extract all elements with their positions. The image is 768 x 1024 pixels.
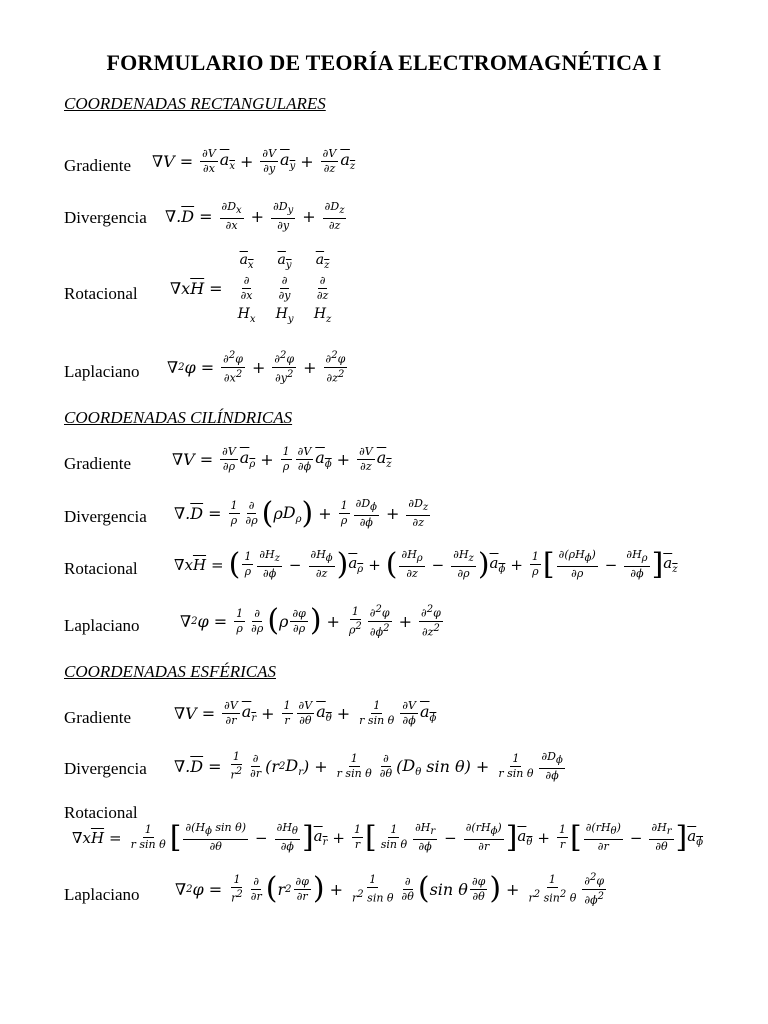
label-divergencia-rect: Divergencia: [64, 208, 147, 227]
section-esfericas: COORDENADAS ESFÉRICAS: [64, 662, 276, 681]
page-title: FORMULARIO DE TEORÍA ELECTROMAGNÉTICA I: [106, 50, 662, 75]
label-rotacional-rect: Rotacional: [64, 284, 138, 303]
label-divergencia-cyl: Divergencia: [64, 507, 147, 526]
formula-gradiente-rect: ∇ V = $\frac{\partial V}{\partial x}$ $a_x$ + $\frac{\partial V}{\partial y}$ $a_y$ + $\frac{\partial V}{\partial z}$ $a_z$: [152, 147, 356, 175]
formula-divergencia-sph: ∇. $\overline{D}$ = $\frac{1}{r^2}$ ∂ ∂r ( r 2 $D_r$ ) + $\frac{1}{\text{r sin θ}}$ ∂ ∂θ ( $D_\theta$ sin θ) + $\frac{1}{\text{r sin θ}}$ $\partial D_\phi$ ∂ϕ: [174, 750, 563, 783]
label-laplaciano-cyl: Laplaciano: [64, 616, 140, 635]
label-rotacional-cyl: Rotacional: [64, 559, 138, 578]
label-divergencia-sph: Divergencia: [64, 759, 147, 778]
formula-gradiente-cyl: ∇ V = $\frac{\partial V}{\partial\rho}$ $a_\rho$ + $\frac{1}{\rho}$ ∂V ∂ϕ $a_\phi$ + $\frac{\partial V}{\partial z}$ $a_z$: [172, 445, 392, 473]
section-cilindricas: COORDENADAS CILÍNDRICAS: [64, 408, 293, 427]
label-gradiente-rect: Gradiente: [64, 156, 132, 175]
label-laplaciano-rect: Laplaciano: [64, 362, 140, 381]
formula-laplaciano-rect: ∇ 2 φ = $\frac{\partial^2\varphi}{\partial x^2}$ + $\frac{\partial^2\varphi}{\partial y^2}$ + $\frac{\partial^2\varphi}{\partial z^2}$: [167, 350, 346, 385]
formula-rotacional-sph: ∇ x $\overline{H}$ = $\frac{1}{\text{r sin θ}}$ [ $\partial(H_\phi$ sin θ) ∂θ − $\frac{\partial H_\theta}{\partial\phi}$ ] $a_r$ + $\frac{1}{r}$ [ 1 sin θ $\partial H_r$ ∂ϕ − $\partial(rH_\phi)$ ∂r ] $a_\theta$ + $\frac{1}{r}$ [ $\partial(rH_\theta)$ ∂r − $\frac{\partial H_r}{\partial\theta}$ ] $a_\phi$: [72, 819, 704, 855]
section-rectangular: COORDENADAS RECTANGULARES: [64, 94, 326, 113]
formula-laplaciano-cyl: ∇ 2 φ = $\frac{1}{\rho}$ ∂ ∂ρ ( ρ ∂φ ∂ρ ) + $\frac{1}{\rho^2}$ ∂$^2$φ $\partial\phi^2$ + $\frac{\partial^2\varphi}{\partial z^2}$: [180, 603, 441, 639]
formula-divergencia-rect: ∇. $\overline{D}$ = $\frac{\partial D_x}{\partial x}$ + $\frac{\partial D_y}{\partial y}$ + $\frac{\partial D_z}{\partial z}$: [165, 200, 345, 233]
formula-rotacional-rect: ∇ x $\overline{H}$ = $a_x$ $a_y$ $a_z$ ∂ ∂x ∂ ∂y ∂ ∂z $H_x$ $H_y$ $H_z$: [170, 252, 332, 325]
label-laplaciano-sph: Laplaciano: [64, 885, 140, 904]
label-rotacional-sph: Rotacional: [64, 803, 138, 822]
formula-gradiente-sph: ∇ V = $\frac{\partial V}{\partial r}$ $a_r$ + $\frac{1}{r}$ ∂V ∂θ $a_\theta$ + $\frac{1}{\text{r sin θ}}$ ∂V ∂ϕ $a_\phi$: [174, 699, 437, 727]
label-gradiente-sph: Gradiente: [64, 708, 132, 727]
formula-laplaciano-sph: ∇ 2 φ = $\frac{1}{r^2}$ ∂ ∂r ( r 2 ∂φ ∂r ) + $\frac{1}{r^2 \sin \theta}$ ∂ ∂θ ( sin θ ∂φ ∂θ ) + $\frac{1}{r^2 \sin^2 \theta}$ ∂$^2$φ $\partial\phi^2$: [175, 871, 605, 907]
label-gradiente-cyl: Gradiente: [64, 454, 132, 473]
formula-rotacional-cyl: ∇ x $\overline{H}$ = ( 1 ρ $\partial H_z$ ∂ϕ − $\frac{\partial H_\phi}{\partial z}$ ) $a_\rho$ + ( $\partial H_\rho$ ∂z − $\frac{\partial H_z}{\partial\rho}$ ) $a_\phi$ + $\frac{1}{\rho}$ [ $\partial(\rho H_\phi)$ ∂ρ − $\frac{\partial H_\rho}{\partial\phi}$ ] $a_z$: [174, 546, 678, 582]
formula-divergencia-cyl: ∇. $\overline{D}$ = $\frac{1}{\rho}$ ∂ ∂ρ ( ρ $D_\rho$ ) + $\frac{1}{\rho}$ $\partial D_\phi$ ∂ϕ + $\frac{\partial D_z}{\partial z}$: [174, 495, 429, 531]
